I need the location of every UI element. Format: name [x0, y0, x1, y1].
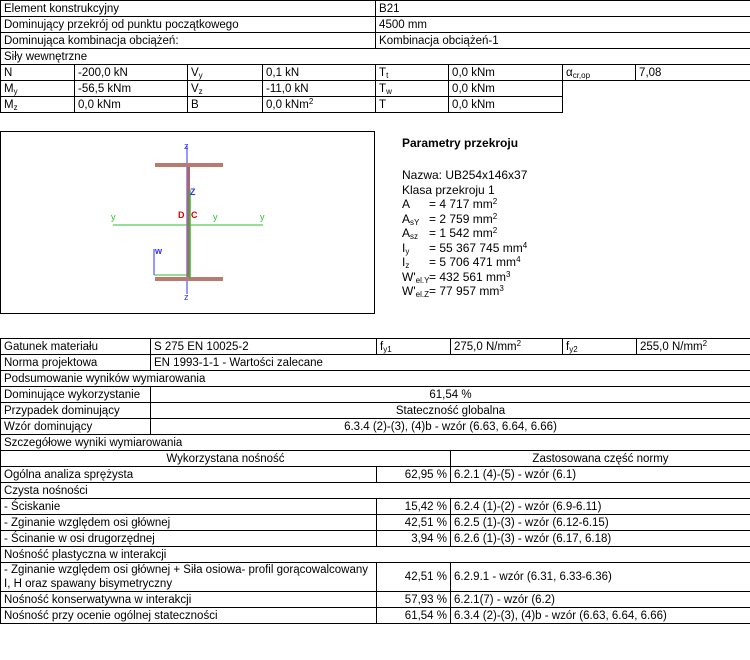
table-row	[1, 467, 750, 483]
table-row	[1, 515, 750, 531]
capacity-column-header: Wykorzystana nośność	[1, 451, 451, 467]
z-top-label: z	[184, 141, 189, 151]
check-label: - Ściskanie	[1, 499, 377, 515]
summary-header: Podsumowanie wyników wymiarowania	[1, 371, 750, 387]
force-n-value: -200,0 kN	[75, 65, 188, 81]
y-left-label: y	[111, 212, 116, 222]
y-right-label: y	[260, 212, 265, 222]
bottom-flange	[155, 277, 223, 281]
check-label: Nośność przy ocenie ogólnej stateczności	[1, 608, 377, 624]
table-row	[1, 608, 750, 624]
fy1-value: 275,0 $N/mm^2$	[451, 339, 563, 355]
cross-section-diagram	[0, 131, 375, 314]
check-reference: 6.2.1(7) - wzór (6.2)	[451, 592, 750, 608]
element-label: Element konstrukcyjny	[1, 1, 376, 17]
check-value: 61,54 %	[377, 608, 451, 624]
element-value: B21	[376, 1, 750, 17]
check-label: - Zginanie względem osi głównej + Siła osiowa- profil gorącowalcowany I, H oraz spawany bisymetryczny	[1, 563, 377, 592]
force-my-symbol: $M_y$	[1, 81, 75, 97]
utilization-value: 61,54 %	[151, 387, 750, 403]
detail-rows	[1, 467, 750, 624]
design-results-table	[0, 338, 750, 624]
combo-label: Dominująca kombinacja obciążeń:	[1, 33, 376, 49]
check-label: - Ścinanie w osi drugorzędnej	[1, 531, 377, 547]
group-label: Czysta nośności	[1, 483, 750, 499]
utilization-label: Dominujące wykorzystanie	[1, 387, 151, 403]
check-reference: 6.2.6 (1)-(3) - wzór (6.17, 6.18)	[451, 531, 750, 547]
check-value: 42,51 %	[377, 563, 451, 592]
top-flange	[155, 163, 223, 167]
empty-cell	[563, 81, 750, 113]
check-value: 15,42 %	[377, 499, 451, 515]
w-label: w	[155, 246, 163, 256]
internal-forces-table	[0, 0, 750, 113]
force-tw-symbol: $T_w$	[376, 81, 449, 97]
force-mz-symbol: $M_z$	[1, 97, 75, 113]
force-tt-symbol: $T_t$	[376, 65, 449, 81]
prop-inertia-y: $I_y = 55$ 367 745 $mm^4$	[402, 240, 528, 256]
prop-modulus-y: $W'_{el.Y}= 432$ 561 $mm^3$	[402, 269, 511, 285]
prop-shear-area-z: $A_{sz} = 1$ 542 $mm^2$	[402, 226, 498, 241]
case-value: Stateczność globalna	[151, 403, 750, 419]
force-vy-value: 0,1 kN	[263, 65, 376, 81]
check-value: 57,93 %	[377, 592, 451, 608]
check-reference: 6.2.1 (4)-(5) - wzór (6.1)	[451, 467, 750, 483]
table-row	[1, 499, 750, 515]
section-properties-title: Parametry przekroju	[402, 136, 519, 150]
force-n-symbol: N	[1, 65, 75, 81]
d-label: D	[178, 210, 185, 220]
check-label: - Zginanie względem osi głównej	[1, 515, 377, 531]
bimoment-symbol: B	[188, 97, 263, 113]
c-label: C	[191, 210, 198, 220]
prop-shear-area-y: $A_{sY} = 2$ 759 $mm^2$	[402, 211, 498, 227]
y-mid-label: y	[213, 212, 218, 222]
check-reference: 6.2.9.1 - wzór (6.31, 6.33-6.36)	[451, 563, 750, 592]
case-label: Przypadek dominujący	[1, 403, 151, 419]
group-row	[1, 547, 750, 563]
prop-modulus-z: $W'_{el.Z}= 77$ 957 $mm^3$	[402, 284, 504, 299]
formula-label: Wzór dominujący	[1, 419, 151, 435]
table-row	[1, 531, 750, 547]
section-properties	[402, 134, 732, 299]
check-reference: 6.3.4 (2)-(3), (4)b - wzór (6.63, 6.64, 6.66)	[451, 608, 750, 624]
check-value: 42,51 %	[377, 515, 451, 531]
detail-header: Szczegółowe wyniki wymiarowania	[1, 435, 750, 451]
norm-column-header: Zastosowana część normy	[451, 451, 750, 467]
z-mid-label: Z	[190, 187, 196, 197]
position-value: 4500 mm	[376, 17, 750, 33]
z-bottom-label: z	[184, 292, 189, 302]
check-value: 3,94 %	[377, 531, 451, 547]
table-row	[1, 563, 750, 592]
formula-value: 6.3.4 (2)-(3), (4)b - wzór (6.63, 6.64, 6.66)	[151, 419, 750, 435]
forces-header: Siły wewnętrzne	[1, 49, 750, 65]
position-label: Dominujący przekrój od punktu początkowego	[1, 17, 376, 33]
cross-section-svg	[1, 132, 374, 313]
force-mz-value: 0,0 kNm	[75, 97, 188, 113]
group-label: Nośność plastyczna w interakcji	[1, 547, 750, 563]
alpha-symbol: $\alpha_{cr,op}$	[563, 65, 636, 81]
check-label: Nośność konserwatywna w interakcji	[1, 592, 377, 608]
force-tw-value: 0,0 kNm	[449, 81, 563, 97]
force-tt-value: 0,0 kNm	[449, 65, 563, 81]
alpha-value: 7,08	[636, 65, 750, 81]
force-vy-symbol: $V_y$	[188, 65, 263, 81]
torsion-symbol: T	[376, 97, 449, 113]
check-value: 62,95 %	[377, 467, 451, 483]
section-class: Klasa przekroju 1	[402, 182, 495, 197]
prop-inertia-z: $I_z = 5$ 706 471 $mm^4$	[402, 255, 521, 270]
torsion-value: 0,0 kNm	[449, 97, 563, 113]
fy1-symbol: $f_{y1}$	[377, 339, 451, 355]
check-label: Ogólna analiza sprężysta	[1, 467, 377, 483]
fy2-symbol: $f_{y2}$	[563, 339, 637, 355]
force-my-value: -56,5 kNm	[75, 81, 188, 97]
bimoment-value: 0,0 kNm$^2$	[263, 97, 376, 113]
fy2-value: 255,0 $N/mm^2$	[637, 339, 750, 355]
section-name: Nazwa: UB254x146x37	[402, 168, 528, 182]
material-label: Gatunek materiału	[1, 339, 151, 355]
prop-area: A = 4 717 $mm^2$	[402, 197, 498, 211]
force-vz-symbol: $V_z$	[188, 81, 263, 97]
table-row	[1, 592, 750, 608]
norm-label: Norma projektowa	[1, 355, 151, 371]
material-value: S 275 EN 10025-2	[151, 339, 377, 355]
group-row	[1, 483, 750, 499]
check-reference: 6.2.4 (1)-(2) - wzór (6.9-6.11)	[451, 499, 750, 515]
force-vz-value: -11,0 kN	[263, 81, 376, 97]
spacer	[402, 152, 732, 168]
combo-value: Kombinacja obciążeń-1	[376, 33, 750, 49]
check-reference: 6.2.5 (1)-(3) - wzór (6.12-6.15)	[451, 515, 750, 531]
norm-value: EN 1993-1-1 - Wartości zalecane	[151, 355, 750, 371]
